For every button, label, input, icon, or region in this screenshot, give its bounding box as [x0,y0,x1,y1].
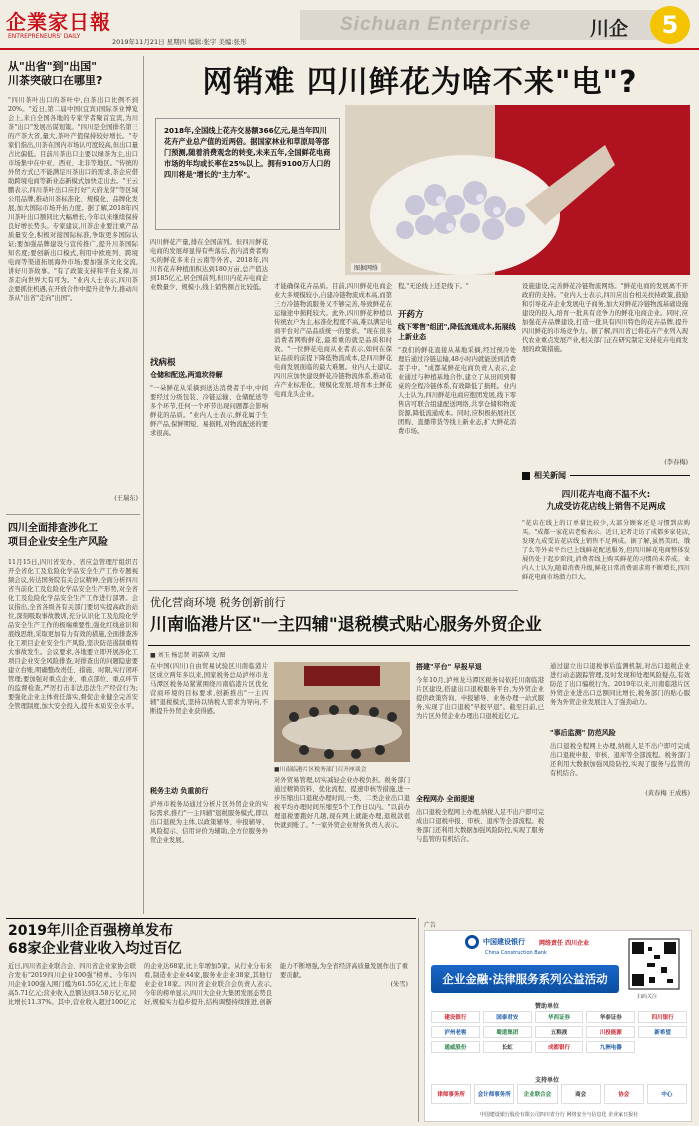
article-body: "四川茶叶出口的茶叶中,白茶出口比例不到20%。"近日,第二届中国(宜宾)国际茶业博览会上,来自全国各地的专家学者聚首宜宾,为川茶"出口"发展出谋划策。"四川是全国排名第三的产茶大省,量大,茶叶产值保持较好增长。"专家们指出,川茶在国内市场认可度较高,但出口量占比偏低。目前川茶出口主要以绿茶为主,出口市场集中在中亚、西亚、北非等地区。"传统的外贸方式已不能满足川茶出口的需求,茶企应借助跨境电商等新业态新模式加快走出去。"王云鹏表示,四川茶叶出口应打好"天府龙芽"等区域公用品牌,推动川茶标准化、规模化、品牌化发展,加大国际市场开拓力度。据了解,2018年四川茶叶出口额同比大幅增长,今年以来继续保持良好增长势头。专家建议,川茶企业要注重产品质量安全,积极对接国际标准,争取更多国际认证;要加强品牌建设与宣传推广,提升川茶国际知名度;要创新出口模式,利用中欧班列、跨境电商等渠道拓展海外市场;要加强茶文化交流,讲好川茶故事。"有了政策支持和平台支撑,川茶走向世界大有可为。"业内人士表示,四川茶企要抓住机遇,在开放合作中提升竞争力,推动川茶从"出省"走向"出国"。 [8,97,138,302]
ad-title: 企业金融·法律服务系列公益活动 [431,965,619,993]
masthead-rule [0,48,699,50]
feature-col-1 [150,662,268,880]
article-body: "我们的鲜花直接从基地采摘,经过预冷处理后通过冷链运输,48小时内就能送到消费者手中。"成都某鲜花电商负责人表示,企业通过与种植基地合作,建立了从田间到餐桌的全程冷链体系,有效降低了损耗。业内人士认为,四川鲜花电商应抱团发展,线下零售店可联合组建配送网络,共享仓储和物流资源,降低流通成本。同时,应积极拓展社区团购、直播带货等线上新业态,扩大鲜花消费市场。 [398,347,516,435]
article-title: 从"出省"到"出国" [8,60,97,73]
support-label: 支持单位 [535,1077,560,1084]
meeting-photo [274,662,410,762]
article-title: 2019年川企百强榜单发布 [8,923,173,939]
article-body: 出口退税全程网上办理,纳税人足不出户即可完成出口退税申报、审核、退库等全部流程。税务部门还利用大数据加强风险防控,实现了服务与监管的有机结合。 [550,743,690,777]
sponsor-logo: 九洲电器 [586,1041,635,1053]
bank-logo-icon [465,935,479,949]
divider [6,514,140,515]
sponsor-label: 赞助单位 [535,1003,560,1010]
flower-col-4-wrap [522,282,688,467]
qr-caption: 扫码关注 [637,994,658,1000]
advertisement[interactable] [424,930,692,1122]
divider [148,645,690,646]
article-body: 11月15日,四川省安办、省应急管理厅组织召开全省化工及危险化学品安全生产工作专题视频会议,传达国务院有关会议精神,全面分析四川省当前化工及危险化学品安全生产形势,对全省化工及危险化学品安全生产工作进行部署。会议指出,全省各级各有关部门要切实提高政治站位,深刻吸取事故教训,充分认识化工及危险化学品安全生产工作的极端重要性,强化红线意识和底线思维,采取更加有力有效的措施,全面排查涉化工项目企业安全生产风险,坚决防范遏制重特大事故发生。会议要求,各地要立即开展涉化工项目企业安全风险排查,对排查出的问题隐患要建立台账,明确整改责任、措施、时限,实行闭环管理;要加强对重点企业、重点部位、重点环节的监督检查,严厉打击非法违法生产经营行为;要强化企业主体责任落实,督促企业健全完善安全管理制度,加大安全投入,提升本质安全水平。 [8,559,138,710]
sponsor-logo: 新希望 [638,1026,687,1038]
article-title: 九成受访花店线上销售不足两成 [546,502,666,512]
qr-code[interactable] [623,937,685,995]
partner-name: 网络责任 四川企业 [539,939,590,947]
article-body: 设施建设,完善鲜花冷链物流网络。"鲜花电商的发展离不开政府的支持。"业内人士表示,四川应出台相关扶持政策,鼓励和引导花卉企业发展电子商务,加大对鲜花冷链物流基础设施建设的投入,培育一批具有竞争力的鲜花电商企业。同时,应加强花卉品牌建设,打造一批具有四川特色的花卉品牌,提升四川鲜花的市场竞争力。据了解,四川省已将花卉产业列入现代农业重点发展产业,相关部门正在研究制定支持花卉电商发展的政策措施。 [522,283,688,353]
sponsor-logo: 川投能源 [586,1026,635,1038]
article-author: (李春梅) [664,459,688,466]
feature-byline: ■ 刘玉 杨忠贤 胡嘉瑛 文/图 [150,652,226,659]
divider [6,918,416,919]
chemical-article [8,522,138,880]
tea-article [8,60,138,503]
sponsor-logo: 泸州老窖 [431,1026,480,1038]
article-body: "一朵鲜花从采摘到送达消费者手中,中间要经过分级包装、冷链运输、仓储配送等多个环节,任何一个环节出现问题都会影响鲜花的品质。"业内人士表示,鲜花属于生鲜产品,保鲜期短、易损耗,对物流配送的要求很高。 [150,385,268,437]
sponsor-logo: 协会 [604,1084,644,1104]
sponsor-logo: 通威股份 [431,1041,480,1053]
article-body: 程,"无论线上还是线下。" [398,283,469,290]
article-body: 才能确保花卉品质。目前,四川鲜花电商企业大多规模较小,自建冷链物流成本高,而第三方冷链物流服务又不够完善,导致鲜花在运输途中损耗较大。此外,四川鲜花种植以传统农户为主,标准化程度不高,难以满足电商平台对产品品质统一的要求。"现在很多消费者网购鲜花,最看重的就是品质和时效。"一位鲜花电商从业者表示,如何在保证品质的前提下降低物流成本,是四川鲜花电商发展面临的最大难题。业内人士建议,四川应加快建设鲜花冷链物流体系,推动花卉产业标准化、规模化发展,培育本土鲜花电商龙头企业。 [274,283,392,398]
article-body: 近日,四川省企业联合会、四川省企业家协会联合发布"2019四川企业100强"榜单。今年四川企业100强入围门槛为61.55亿元,比上年提高5.71亿元;营业收入总额达到3.58万亿元,同比增长11.37%。其中,营业收入超过100亿元的企业达68家,比上年增加5家。从行业分布来看,制造业企业44家,服务业企业38家,其他行业企业18家。四川省企业联合会负责人表示,今年的榜单显示,四川大企业大集团发展态势良好,规模实力稳步提升,结构调整持续推进,创新能力不断增强,为全省经济高质量发展作出了重要贡献。 [8,963,408,1006]
article-body: 在中国(四川)自由贸易试验区川南临港片区成立两年多以来,国家税务总局泸州市龙马潭区税务局紧紧围绕川南临港片区优化营商环境的目标要求,创新推出"一主四辅"退税模式,坚持以纳税人需求为导向,不断提升外贸企业获得感。 [150,663,268,715]
sponsor-logo: 国泰君安 [483,1011,532,1023]
sponsor-logo: 中心 [647,1084,687,1104]
main-headline: 网销难 四川鲜花为啥不来"电"? [202,65,638,100]
sponsor-logo: 商会 [561,1084,601,1104]
top100-article [8,922,408,958]
sponsor-logo: 会计师事务所 [474,1084,514,1104]
masthead [0,0,699,48]
article-author: (王瑞东) [114,495,138,502]
sponsor-logo: 五粮液 [535,1026,584,1038]
feature-kicker: 优化营商环境 税务创新前行 [150,596,286,609]
lead-box: 2018年,全国线上花卉交易额366亿元,是当年四川花卉产业总产值的近两倍。据国家林业和草原局等部门预测,随着消费观念的转变,未来五年,全国鲜花电商市场的年均或长率在25%以上。拥有9100万人口的四川将是"增长的"主力军"。 [155,118,340,230]
article-body: 通过建立出口退税事后监测机制,对出口退税企业进行动态跟踪管理,及时发现和处理风险疑点,有效防范了出口骗税行为。2019年以来,川南临港片区外贸企业进出口总额同比增长,税务部门的贴心服务为外贸企业发展注入了强劲动力。 [550,663,690,706]
article-author: (朱雪) [390,981,408,988]
meeting-illustration [274,662,410,762]
ad-label: 广告 [424,922,437,929]
article-body: 泸州市税务局通过分析片区外贸企业的实际需求,推行"一主四辅"退税服务模式,即以出口退税为主体,以政策辅导、申报辅导、风险提示、信用评价为辅助,全方位服务外贸企业发展。 [150,801,268,844]
dateline: 2019年11月21日 星期四 编辑:张宇 美编:张彤 [112,38,247,46]
bank-name-en: China Construction Bank [485,950,547,956]
divider [148,590,518,591]
sponsor-logo: 长虹 [483,1041,532,1053]
newspaper-logo-en: ENTREPRENEURS' DAILY [8,33,81,40]
supporter-logos [431,1084,687,1104]
sponsor-logo: 四川银行 [638,1011,687,1023]
article-title: 川茶突破口在哪里? [8,74,103,87]
feature-col-2 [274,776,410,906]
sponsor-logo: 华泰证券 [586,1011,635,1023]
subhead: 开药方 [398,310,424,320]
flower-bouquet-illustration [345,105,690,275]
subhead: "事后监测" 防范风险 [550,729,616,737]
subhead: 税务主动 负重前行 [150,787,209,795]
photo-caption: 图据网络 [351,263,381,272]
divider [570,475,690,476]
article-title: 项目企业安全生产风险 [8,537,108,548]
related-news-label: 相关新闻 [534,471,566,480]
article-body: "花店在线上的订单量比较少,大部分顾客还是习惯到店购买。"成都一家花店老板表示。近日,记者走访了成都多家花店,发现九成受访花店线上销售不足两成。据了解,虽然美团、饿了么等外卖平台已上线鲜花配送服务,但四川鲜花电商整体发展仍处于起步阶段,消费者线上购买鲜花的习惯尚未养成。业内人士认为,随着消费升级,鲜花日常消费需求将不断增长,四川鲜花电商市场潜力巨大。 [522,520,690,581]
sponsor-logo: 律师事务所 [431,1084,471,1104]
flower-col-3 [398,282,516,572]
flower-photo [345,105,690,275]
tax-feature [150,596,690,638]
sponsor-logos [431,1011,687,1053]
article-body: 四川鲜花产量,排在全国前列。但四川鲜花电商的发展却显得有些落后,省内消费者购买的鲜花多来自云南等外省。2018年,四川省花卉种植面积达到180万亩,总产值达到185亿元,居全国前列,但川内花卉电商企业数量少、规模小,线上销售额占比较低。 [150,239,268,291]
sponsor-logo: 成都银行 [535,1041,584,1053]
qr-code-icon [623,937,685,995]
subhead: 找病根 [150,358,176,368]
ad-footer: 中国建设银行股份有限公司四川省分行 网络安全与信息化 企业家日报社 [479,1112,639,1118]
newspaper-logo: 企業家日報 [6,10,111,34]
subhead: 全程网办 全面提速 [416,795,475,803]
feature-title: 川南临港片区"一主四辅"退税模式贴心服务外贸企业 [150,615,542,635]
feature-col-3 [416,662,544,898]
page-number: 5 [650,6,690,44]
ad-logos [465,935,589,949]
flower-col-1 [150,238,268,612]
sponsor-logo: 蜀道集团 [483,1026,532,1038]
article-title: 四川花卉电商不温不火: [561,490,651,500]
article-author: (黄春梅 王成栋) [645,790,690,797]
flower-col-2 [274,282,392,578]
photo-caption: ■川南临港片区税务部门召开座谈会 [274,767,367,773]
feature-col-4 [550,662,690,892]
bank-name: 中国建设银行 [483,938,525,946]
top100-body [8,962,408,1120]
subhead: 搭建"平台" 早报早退 [416,663,482,671]
square-bullet-icon [522,472,530,480]
related-news-header [522,470,690,481]
section-title-cn: 川企 [590,18,629,40]
sponsor-logo: 企业联合会 [517,1084,557,1104]
sponsor-logo: 建设银行 [431,1011,480,1023]
article-title: 四川全面排查涉化工 [8,523,98,534]
section-title-en: Sichuan Enterprise [340,14,532,35]
column-divider [418,918,419,1122]
article-body: 出口退税全程网上办理,纳税人足不出户即可完成出口退税申报、审核、退库等全部流程。税务部门还利用大数据加强风险防控,实现了服务与监管的有机结合。 [416,809,544,843]
article-title: 68家企业营业收入均过百亿 [8,941,182,957]
column-divider [143,56,144,914]
subhead: 仓储和配送,两道坎待解 [150,371,223,379]
sponsor-logo: 华西证券 [535,1011,584,1023]
article-body: 今年10月,泸州龙马潭区税务局依托川南临港片区建设,搭建出口退税服务平台,为外贸企业提供政策咨询、申报辅导、业务办理一站式服务,实现了出口退税"早报早退"。截至目前,已为片区外贸企业办理出口退税近亿元。 [416,677,544,720]
subhead: 线下零售"组团",降低流通成本,拓展线上新业态 [398,323,516,341]
article-body: 对外贸易管理,切实减轻企业办税负担。税务部门通过精简资料、优化流程、提速审核等措施,进一步压缩出口退税办理时间,一类、二类企业出口退税平均办理时间压缩至5个工作日以内。"以前办理退税要跑好几趟,现在网上就能办理,退税款很快就到账了。"一家外贸企业财务负责人表示。 [274,777,410,829]
